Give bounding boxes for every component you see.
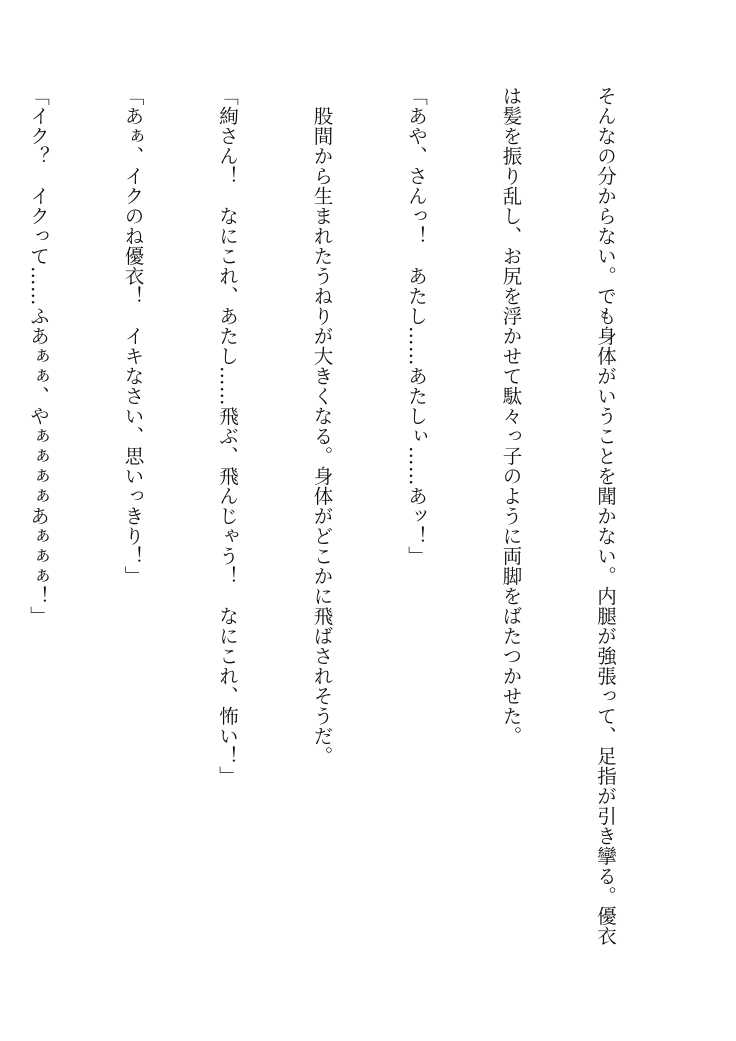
dialogue-line: 「絢さん！ なにこれ、あたし……飛ぶ、飛んじゃう！ なにこれ、怖い！」 [216, 86, 239, 786]
dialogue-line: 「イク？ イクって……ふあぁぁ、やぁぁぁぁあぁぁぁ！」 [27, 86, 50, 626]
dialogue-line: 「あや、さんっ！ あたし……あたしぃ……あッ！」 [405, 86, 428, 566]
vertical-text-block [0, 86, 684, 966]
text-line: 股間から生まれたうねりが大きくなる。身体がどこかに飛ばされそうだ。 [310, 86, 334, 766]
text-line: そんなの分からない。でも身体がいうことを聞かない。内腿が強張って、足指が引き攣る。優衣 [594, 86, 617, 946]
dialogue-line: 「あぁ、イクのね優衣！ イキなさい、思いっきり！」 [121, 86, 145, 586]
text-line: は髪を振り乱し、お尻を浮かせて駄々っ子のように両脚をばたつかせた。 [499, 86, 523, 746]
